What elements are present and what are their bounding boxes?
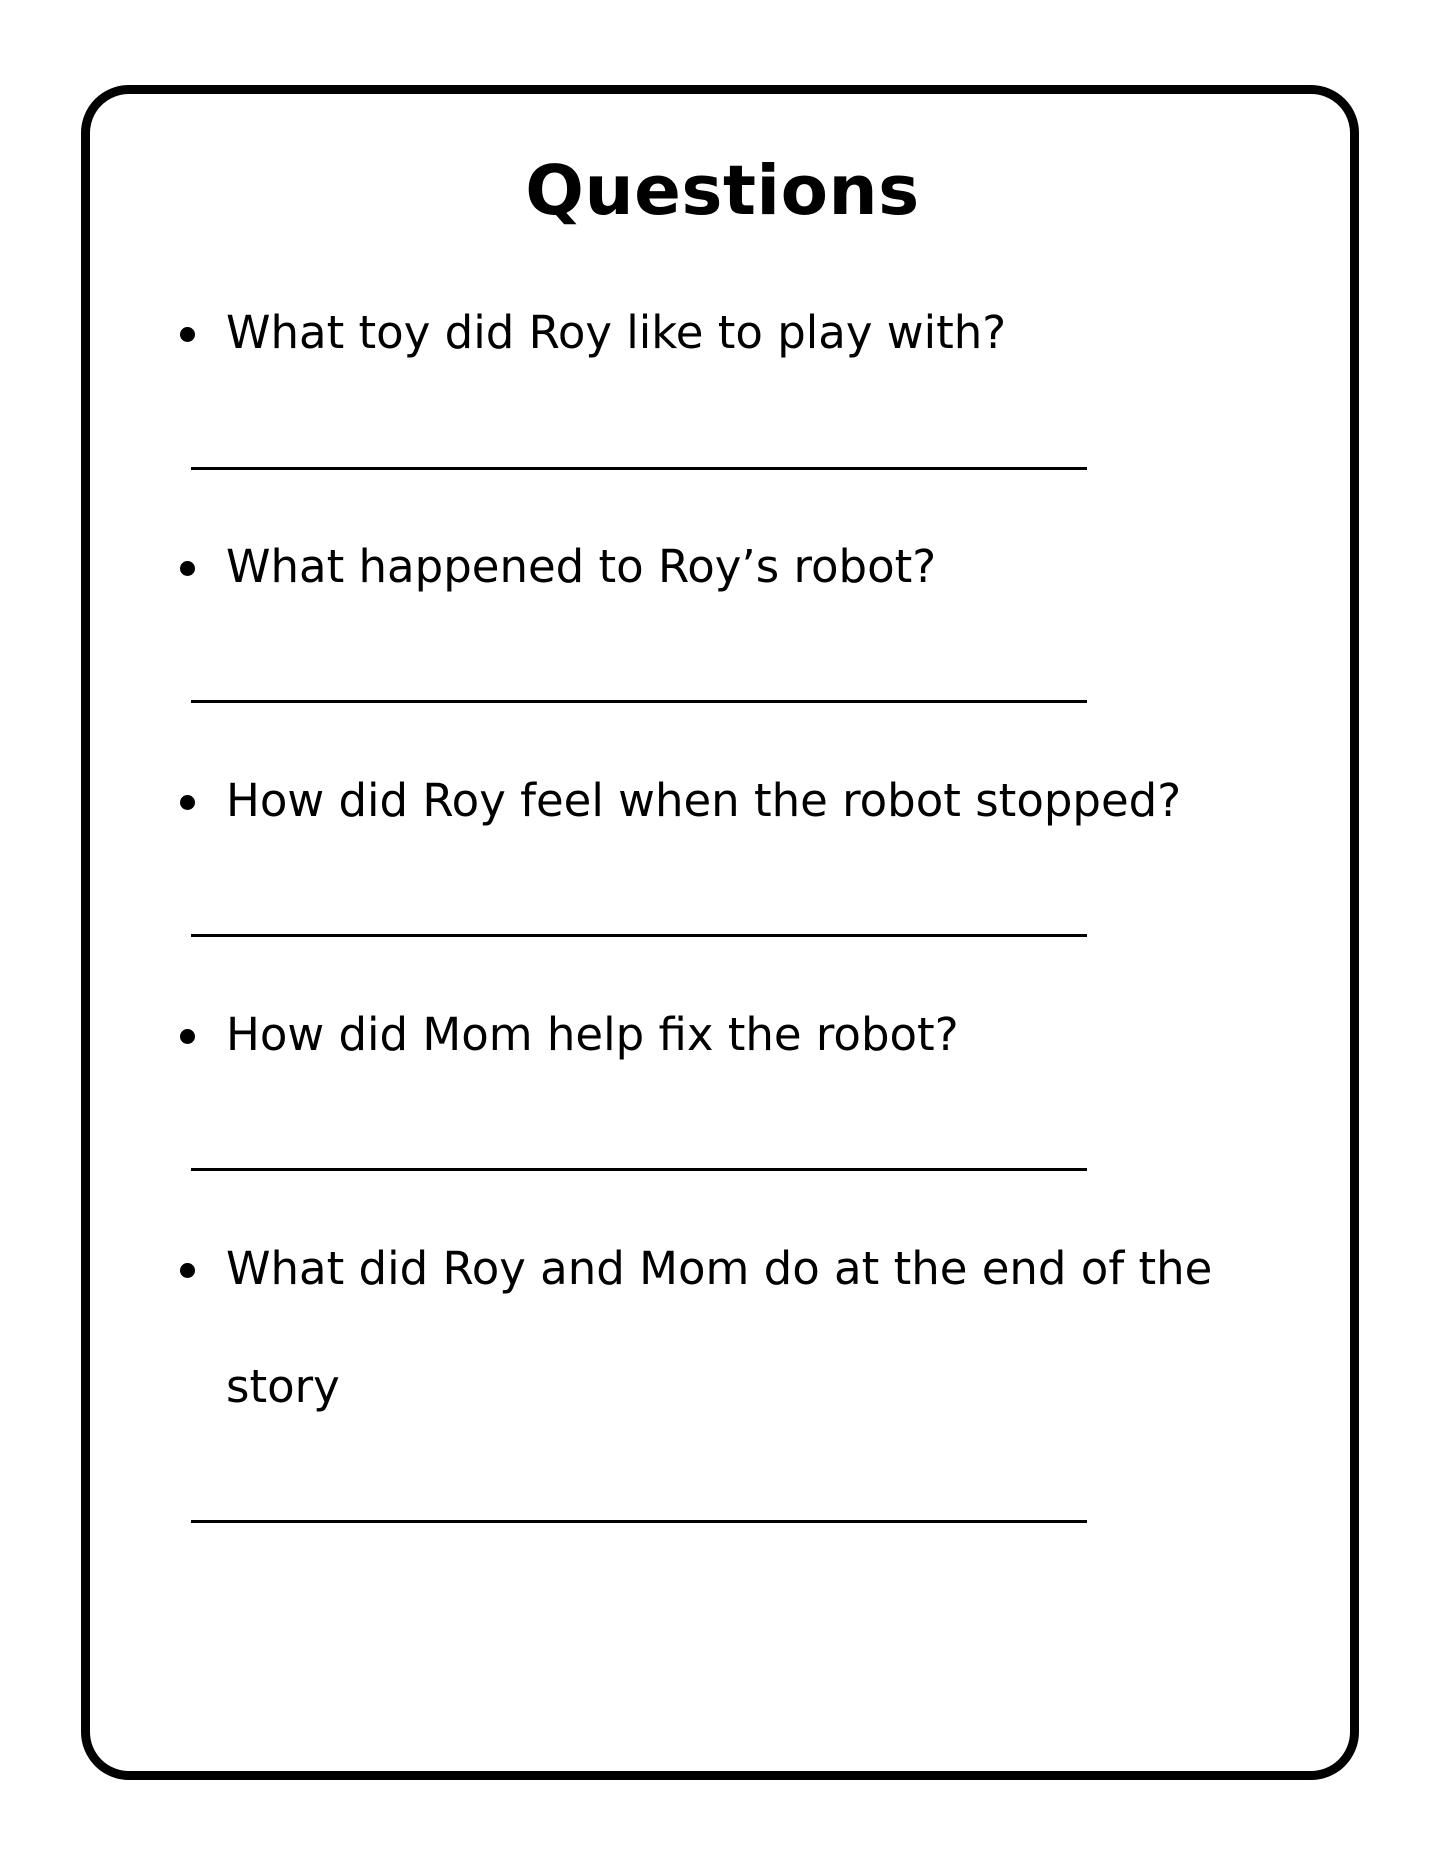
question-2-text: What happened to Roy’s robot? <box>226 540 937 593</box>
bullet-icon <box>180 1029 195 1044</box>
question-1-text: What toy did Roy like to play with? <box>226 306 1007 359</box>
bullet-icon <box>180 327 195 342</box>
bullet-icon <box>180 795 195 810</box>
question-4-text: How did Mom help fix the robot? <box>226 1008 959 1061</box>
answer-line-5[interactable] <box>191 1520 1087 1523</box>
question-3-text: How did Roy feel when the robot stopped? <box>226 774 1182 827</box>
page-title: Questions <box>525 151 920 231</box>
answer-line-4[interactable] <box>191 1168 1087 1171</box>
answer-line-2[interactable] <box>191 700 1087 703</box>
answer-line-1[interactable] <box>191 467 1087 470</box>
question-5-text: What did Roy and Mom do at the end of the story <box>226 1242 1213 1413</box>
answer-line-3[interactable] <box>191 934 1087 937</box>
bullet-icon <box>180 561 195 576</box>
bullet-icon <box>180 1263 195 1278</box>
